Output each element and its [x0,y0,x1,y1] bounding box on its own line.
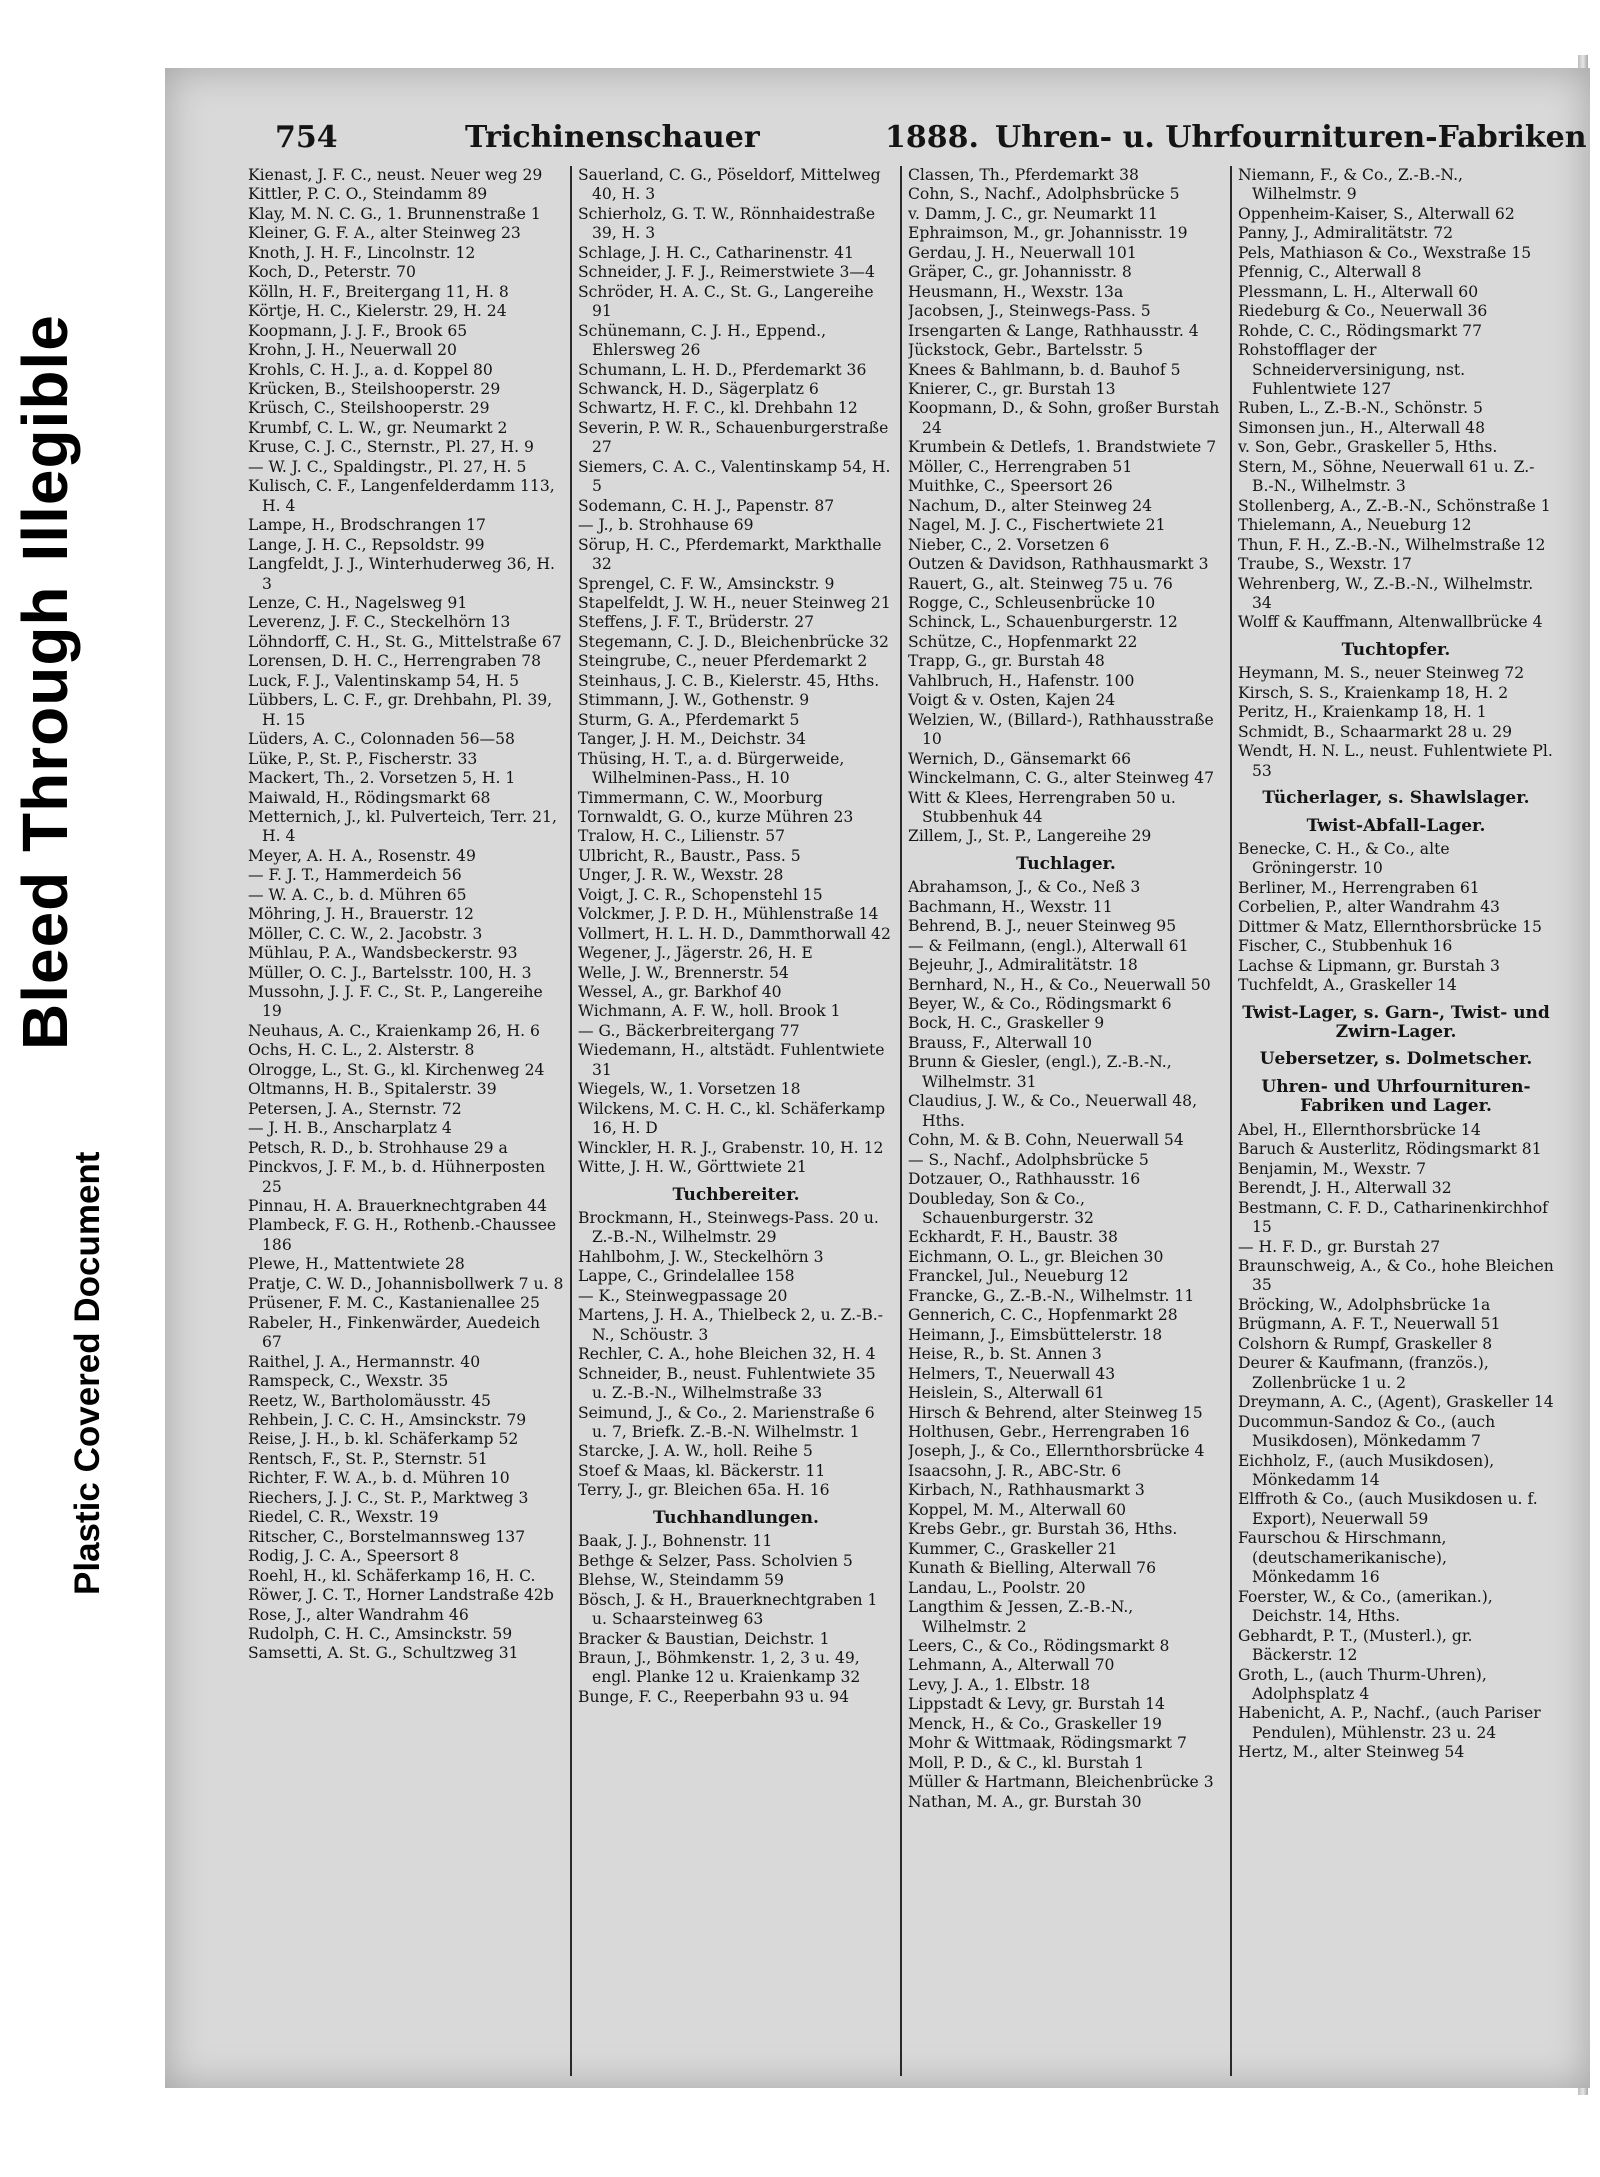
condition-label [8,314,82,1050]
directory-entry: Bröcking, W., Adolphsbrücke 1a [1238,1295,1491,1314]
directory-entry: Mohr & Wittmaak, Rödingsmarkt 7 [908,1734,1187,1753]
directory-entry: — & Feilmann, (engl.), Alterwall 61 [908,936,1189,955]
directory-entry: Möller, C. C. W., 2. Jacobstr. 3 [248,924,483,943]
directory-entry: Stimmann, J. W., Gothenstr. 9 [578,691,810,710]
directory-entry: Outzen & Davidson, Rathhausmarkt 3 [908,555,1209,574]
directory-entry: Foerster, W., & Co., (amerikan.), Deichstr. 14, Hths. [1238,1587,1493,1626]
directory-entry: Witte, J. H. W., Görttwiete 21 [578,1158,807,1177]
directory-entry: Nathan, M. A., gr. Burstah 30 [908,1792,1142,1811]
directory-entry: Röwer, J. C. T., Horner Landstraße 42b [248,1586,554,1605]
directory-entry: Steffens, J. F. T., Brüderstr. 27 [578,613,815,632]
column-1 [248,166,564,2076]
directory-entry: Bracker & Baustian, Deichstr. 1 [578,1629,830,1648]
directory-entry: Wernich, D., Gänsemarkt 66 [908,749,1132,768]
directory-entry: Zillem, J., St. P., Langereihe 29 [908,827,1152,846]
directory-entry: Dittmer & Matz, Ellernthorsbrücke 15 [1238,917,1542,936]
directory-entry: Reetz, W., Bartholomäusstr. 45 [248,1391,491,1410]
directory-entry: Benecke, C. H., & Co., alte Gröningerstr. 10 [1238,839,1450,878]
directory-entry: Lüders, A. C., Colonnaden 56—58 [248,730,515,749]
directory-entry: Maiwald, H., Rödingsmarkt 68 [248,788,491,807]
directory-entry: Sturm, G. A., Pferdemarkt 5 [578,710,800,729]
directory-entry: Leverenz, J. F. C., Steckelhörn 13 [248,613,511,632]
directory-entry: Oppenheim-Kaiser, S., Alterwall 62 [1238,204,1515,223]
section-heading: Tuchbereiter. [672,1184,800,1205]
directory-entry: Brauss, F., Alterwall 10 [908,1033,1093,1052]
directory-entry: Ritscher, C., Borstelmannsweg 137 [248,1527,526,1546]
directory-entry: Rentsch, F., St. P., Sternstr. 51 [248,1449,488,1468]
directory-entry: Irsengarten & Lange, Rathhausstr. 4 [908,321,1199,340]
section-heading: Twist-Lager, s. Garn-, Twist- und Zwirn-Lager. [1242,1002,1550,1043]
directory-entry: Behrend, B. J., neuer Steinweg 95 [908,917,1177,936]
directory-entry: Bock, H. C., Graskeller 9 [908,1014,1105,1033]
directory-entry: Rogge, C., Schleusenbrücke 10 [908,593,1156,612]
directory-entry: Brügmann, A. F. T., Neuerwall 51 [1238,1315,1501,1334]
directory-entry: Tuchfeldt, A., Graskeller 14 [1238,976,1457,995]
directory-entry: Kittler, P. C. O., Steindamm 89 [248,185,488,204]
directory-entry: Landau, L., Poolstr. 20 [908,1578,1086,1597]
directory-entry: Niemann, F., & Co., Z.-B.-N., Wilhelmstr. 9 [1238,166,1463,204]
directory-entry: Koch, D., Peterstr. 70 [248,263,416,282]
column-4 [1238,166,1554,2076]
directory-entry: Lampe, H., Brodschrangen 17 [248,516,486,535]
directory-entry: Mühlau, P. A., Wandsbeckerstr. 93 [248,944,518,963]
directory-entry: Menck, H., & Co., Graskeller 19 [908,1714,1162,1733]
directory-entry: Lappe, C., Grindelallee 158 [578,1267,795,1286]
directory-entry: Steinhaus, J. C. B., Kielerstr. 45, Hths. [578,671,880,690]
directory-entry: Richter, F. W. A., b. d. Mühren 10 [248,1469,510,1488]
directory-entry: Schwanck, H. D., Sägerplatz 6 [578,379,819,398]
directory-entry: Sauerland, C. G., Pöseldorf, Mittelweg 40, H. 3 [578,166,881,204]
directory-entry: Hirsch & Behrend, alter Steinweg 15 [908,1403,1203,1422]
page-header [165,120,1590,160]
directory-entry: Braun, J., Böhmkenstr. 1, 2, 3 u. 49, engl. Planke 12 u. Kraienkamp 32 [578,1648,861,1687]
directory-entry: Eichmann, O. L., gr. Bleichen 30 [908,1247,1164,1266]
directory-entry: Knees & Bahlmann, b. d. Bauhof 5 [908,360,1181,379]
directory-entry: Baruch & Austerlitz, Rödingsmarkt 81 [1238,1140,1542,1159]
column-divider [1230,166,1232,2076]
illegible-label: Illegible [9,314,81,562]
directory-entry: Bethge & Selzer, Pass. Scholvien 5 [578,1551,853,1570]
directory-entry: Trapp, G., gr. Burstah 48 [908,652,1105,671]
directory-entry: Groth, L., (auch Thurm-Uhren), Adolphsplatz 4 [1238,1665,1487,1703]
directory-entry: Sprengel, C. F. W., Amsinckstr. 9 [578,574,835,593]
directory-entry: Wegener, J., Jägerstr. 26, H. E [578,944,813,963]
directory-entry: Lübbers, L. C. F., gr. Drehbahn, Pl. 39, H. 15 [248,691,553,729]
directory-entry: Lenze, C. H., Nagelsweg 91 [248,593,468,612]
directory-entry: Stegemann, C. J. D., Bleichenbrücke 32 [578,632,889,651]
directory-entry: Rohde, C. C., Rödingsmarkt 77 [1238,321,1483,340]
directory-entry: Meyer, A. H. A., Rosenstr. 49 [248,846,476,865]
directory-entry: Heymann, M. S., neuer Steinweg 72 [1238,664,1525,683]
directory-entry: Rehbein, J. C. C. H., Amsinckstr. 79 [248,1411,527,1429]
directory-entry: Steingrube, C., neuer Pferdemarkt 2 [578,652,868,671]
directory-entry: Seimund, J., & Co., 2. Marienstraße 6 u. 7, Briefk. Z.-B.-N. Wilhelmstr. 1 [578,1403,875,1441]
directory-entry: Welzien, W., (Billard-), Rathhausstraße 10 [908,710,1214,749]
directory-entry: Timmermann, C. W., Moorburg [578,788,823,807]
directory-entry: Plessmann, L. H., Alterwall 60 [1238,282,1479,301]
directory-entry: Schröder, H. A. C., St. G., Langereihe 91 [578,282,874,321]
directory-entry: Schünemann, C. J. H., Eppend., Ehlersweg 26 [578,321,827,360]
directory-entry: Krebs Gebr., gr. Burstah 36, Hths. [908,1520,1178,1539]
directory-entry: Schütze, C., Hopfenmarkt 22 [908,632,1138,651]
header-right-title: Uhren- u. Uhrfournituren-Fabriken [995,120,1587,155]
directory-entry: Lüke, P., St. P., Fischerstr. 33 [248,749,478,768]
section-heading: Uhren- und Uhrfournituren-Fabriken und Lager. [1261,1076,1531,1117]
directory-entry: Lachse & Lipmann, gr. Burstah 3 [1238,956,1500,975]
directory-entry: Heislein, S., Alterwall 61 [908,1384,1105,1403]
document-page [165,68,1590,2088]
directory-entry: Witt & Klees, Herrengraben 50 u. Stubbenhuk 44 [908,788,1176,826]
directory-entry: Metternich, J., kl. Pulverteich, Terr. 21, H. 4 [248,807,557,846]
directory-entry: Bösch, J. & H., Brauerknechtgraben 1 u. Schaarsteinweg 63 [578,1590,878,1629]
directory-entry: Thüsing, H. T., a. d. Bürgerweide, Wilhelminen-Pass., H. 10 [578,749,845,788]
directory-entry: Knierer, C., gr. Burstah 13 [908,379,1116,398]
directory-entry: Gräper, C., gr. Johannisstr. 8 [908,263,1132,282]
directory-entry: Schwartz, H. F. C., kl. Drehbahn 12 [578,399,858,418]
directory-entry: Winckler, H. R. J., Grabenstr. 10, H. 12 [578,1138,884,1157]
directory-entry: Baak, J. J., Bohnenstr. 11 [578,1532,773,1551]
column-2 [578,166,894,2076]
column-3 [908,166,1224,2076]
directory-entry: Isaacsohn, J. R., ABC-Str. 6 [908,1461,1122,1480]
directory-entry: Krohls, C. H. J., a. d. Koppel 80 [248,360,493,379]
directory-entry: Eichholz, F., (auch Musikdosen), Mönkedamm 14 [1238,1451,1495,1489]
directory-entry: Brockmann, H., Steinwegs-Pass. 20 u. Z.-B.-N., Wilhelmstr. 29 [578,1209,879,1247]
directory-entry: Rodig, J. C. A., Speersort 8 [248,1547,459,1566]
column-divider [570,166,572,2076]
directory-entry: Sodemann, C. H. J., Papenstr. 87 [578,496,835,515]
column-divider [900,166,902,2076]
directory-entry: Rechler, C. A., hohe Bleichen 32, H. 4 [578,1345,876,1364]
directory-entry: Heimann, J., Eimsbüttelerstr. 18 [908,1325,1163,1344]
directory-entry: Bunge, F. C., Reeperbahn 93 u. 94 [578,1687,850,1706]
directory-entry: Nagel, M. J. C., Fischertwiete 21 [908,516,1166,535]
directory-entry: Martens, J. H. A., Thielbeck 2, u. Z.-B.-N., Schöustr. 3 [578,1306,884,1344]
directory-entry: Plewe, H., Mattentwiete 28 [248,1255,465,1274]
bleed-through-label: Bleed Through [9,585,81,1050]
directory-entry: Schinck, L., Schauenburgerstr. 12 [908,613,1178,632]
directory-entry: Unger, J. R. W., Wexstr. 28 [578,866,784,885]
side-labels [0,0,128,2177]
directory-entry: Kirbach, N., Rathhausmarkt 3 [908,1481,1145,1500]
directory-entry: Heusmann, H., Wexstr. 13a [908,282,1124,301]
directory-entry: Sörup, H. C., Pferdemarkt, Markthalle 32 [578,535,882,574]
directory-entry: Heise, R., b. St. Annen 3 [908,1345,1102,1364]
directory-entry: Rauert, G., alt. Steinweg 75 u. 76 [908,574,1173,593]
directory-entry: Starcke, J. A. W., holl. Reihe 5 [578,1442,813,1461]
directory-entry: — K., Steinwegpassage 20 [578,1286,788,1305]
directory-entry: Moll, P. D., & C., kl. Burstah 1 [908,1753,1145,1772]
directory-entry: Pinnau, H. A. Brauerknechtgraben 44 [248,1197,547,1216]
directory-entry: Tralow, H. C., Lilienstr. 57 [578,827,786,846]
directory-entry: — J. H. B., Anscharplatz 4 [248,1119,452,1138]
directory-entry: Reise, J. H., b. kl. Schäferkamp 52 [248,1430,519,1449]
directory-entry: Löhndorff, C. H., St. G., Mittelstraße 67 [248,632,562,651]
directory-entry: Müller & Hartmann, Bleichenbrücke 3 [908,1773,1214,1792]
directory-entry: Welle, J. W., Brennerstr. 54 [578,963,789,982]
directory-entry: Nieber, C., 2. Vorsetzen 6 [908,535,1110,554]
directory-entry: Jacobsen, J., Steinwegs-Pass. 5 [908,302,1151,321]
directory-entry: Neuhaus, A. C., Kraienkamp 26, H. 6 [248,1021,540,1040]
directory-entry: Wiedemann, H., altstädt. Fuhlentwiete 31 [578,1041,885,1079]
directory-entry: Petersen, J. A., Sternstr. 72 [248,1099,462,1118]
directory-entry: Holthusen, Gebr., Herrengraben 16 [908,1423,1190,1441]
directory-entry: Lehmann, A., Alterwall 70 [908,1656,1115,1675]
directory-entry: — G., Bäckerbreitergang 77 [578,1021,800,1040]
directory-entry: Abel, H., Ellernthorsbrücke 14 [1238,1120,1481,1139]
directory-entry: Wichmann, A. F. W., holl. Brook 1 [578,1002,841,1021]
directory-entry: Leers, C., & Co., Rödingsmarkt 8 [908,1636,1170,1655]
directory-entry: Koopmann, D., & Sohn, großer Burstah 24 [908,399,1220,437]
directory-entry: Joseph, J., & Co., Ellernthorsbrücke 4 [908,1442,1205,1461]
directory-entry: Ephraimson, M., gr. Johannisstr. 19 [908,224,1188,243]
directory-entry: Elffroth & Co., (auch Musikdosen u. f. Export), Neuerwall 59 [1238,1490,1538,1528]
directory-entry: Koppel, M. M., Alterwall 60 [908,1500,1127,1519]
directory-entry: Brunn & Giesler, (engl.), Z.-B.-N., Wilhelmstr. 31 [908,1053,1172,1091]
directory-entry: Ramspeck, C., Wexstr. 35 [248,1372,449,1391]
directory-entry: Petsch, R. D., b. Strohhause 29 a [248,1138,508,1157]
section-heading: Tuchhandlungen. [653,1507,819,1528]
directory-entry: Bernhard, N., H., & Co., Neuerwall 50 [908,975,1211,994]
directory-entry: Schneider, B., neust. Fuhlentwiete 35 u. Z.-B.-N., Wilhelmstraße 33 [578,1364,876,1403]
directory-entry: Terry, J., gr. Bleichen 65a. H. 16 [578,1481,830,1500]
directory-entry: Oltmanns, H. B., Spitalerstr. 39 [248,1080,497,1099]
directory-entry: — W. J. C., Spaldingstr., Pl. 27, H. 5 [248,457,527,476]
directory-entry: Peritz, H., Kraienkamp 18, H. 1 [1238,703,1487,722]
directory-entry: Tornwaldt, G. O., kurze Mühren 23 [578,807,854,826]
directory-entry: Schierholz, G. T. W., Rönnhaidestraße 39, H. 3 [578,204,876,243]
directory-entry: Schneider, J. F. J., Reimerstwiete 3—4 [578,263,875,282]
directory-entry: — F. J. T., Hammerdeich 56 [248,866,462,885]
directory-entry: Jückstock, Gebr., Bartelsstr. 5 [908,341,1144,360]
header-year: 1888. [885,120,979,155]
directory-entry: Kölln, H. F., Breitergang 11, H. 8 [248,282,509,301]
directory-entry: Rohstofflager der Schneiderversinigung, nst. Fuhlentwiete 127 [1238,341,1466,398]
directory-entry: Bestmann, C. F. D., Catharinenkirchhof 15 [1238,1198,1548,1237]
directory-entry: v. Damm, J. C., gr. Neumarkt 11 [908,204,1158,223]
directory-entry: Siemers, C. A. C., Valentinskamp 54, H. 5 [578,457,891,496]
directory-entry: Wendt, H. N. L., neust. Fuhlentwiete Pl. 53 [1238,742,1553,780]
directory-entry: Kirsch, S. S., Kraienkamp 18, H. 2 [1238,683,1509,702]
directory-entry: Wolff & Kauffmann, Altenwallbrücke 4 [1238,613,1543,632]
directory-entry: Traube, S., Wexstr. 17 [1238,555,1412,574]
directory-entry: Lange, J. H. C., Repsoldstr. 99 [248,535,485,554]
directory-entry: Francke, G., Z.-B.-N., Wilhelmstr. 11 [908,1286,1195,1305]
plastic-covered-label: Plastic Covered Document [68,1151,107,1595]
directory-entry: Braunschweig, A., & Co., hohe Bleichen 35 [1238,1257,1554,1295]
directory-entry: Langthim & Jessen, Z.-B.-N., Wilhelmstr. 2 [908,1598,1134,1636]
directory-entry: Berendt, J. H., Alterwall 32 [1238,1179,1452,1198]
directory-entry: Voigt, J. C. R., Schopenstehl 15 [578,885,823,904]
section-heading: Uebersetzer, s. Dolmetscher. [1259,1049,1533,1070]
directory-entry: Wehrenberg, W., Z.-B.-N., Wilhelmstr. 34 [1238,574,1534,612]
directory-entry: Krohn, J. H., Neuerwall 20 [248,341,457,360]
directory-entry: Schlage, J. H. C., Catharinenstr. 41 [578,243,854,262]
directory-entry: Wiegels, W., 1. Vorsetzen 18 [578,1080,801,1099]
directory-entry: Mackert, Th., 2. Vorsetzen 5, H. 1 [248,769,516,788]
directory-entry: Deurer & Kaufmann, (französ.), Zollenbrücke 1 u. 2 [1238,1354,1489,1392]
directory-entry: Möhring, J. H., Brauerstr. 12 [248,905,474,924]
directory-entry: Lorensen, D. H. C., Herrengraben 78 [248,652,542,671]
directory-entry: — S., Nachf., Adolphsbrücke 5 [908,1150,1149,1169]
directory-entry: Ducommun-Sandoz & Co., (auch Musikdosen), Mönkedamm 7 [1238,1412,1496,1451]
directory-entry: Pinckvos, J. F. M., b. d. Hühnerposten 25 [248,1158,546,1196]
directory-entry: Luck, F. J., Valentinskamp 54, H. 5 [248,671,520,690]
directory-entry: Benjamin, M., Wexstr. 7 [1238,1159,1427,1178]
directory-entry: Ruben, L., Z.-B.-N., Schönstr. 5 [1238,399,1483,418]
directory-entry: v. Son, Gebr., Graskeller 5, Hths. [1238,438,1498,457]
directory-entry: Stoef & Maas, kl. Bäckerstr. 11 [578,1461,826,1480]
directory-entry: Colshorn & Rumpf, Graskeller 8 [1238,1334,1493,1353]
directory-entry: Dotzauer, O., Rathhausstr. 16 [908,1170,1141,1189]
directory-entry: Winckelmann, C. G., alter Steinweg 47 [908,769,1215,788]
directory-entry: Beyer, W., & Co., Rödingsmarkt 6 [908,995,1172,1014]
directory-entry: Stollenberg, A., Z.-B.-N., Schönstraße 1 [1238,496,1551,515]
directory-entry: Wessel, A., gr. Barkhof 40 [578,983,782,1002]
directory-entry: Abrahamson, J., & Co., Neß 3 [908,878,1141,897]
directory-entry: Vollmert, H. L. H. D., Dammthorwall 42 [578,924,891,943]
directory-entry: Thielemann, A., Neueburg 12 [1238,516,1472,535]
directory-entry: Dreymann, A. C., (Agent), Graskeller 14 [1238,1393,1554,1412]
directory-entry: Stern, M., Söhne, Neuerwall 61 u. Z.-B.-N., Wilhelmstr. 3 [1238,457,1535,496]
directory-entry: Olrogge, L., St. G., kl. Kirchenweg 24 [248,1060,545,1079]
directory-entry: Gennerich, C. C., Hopfenmarkt 28 [908,1306,1178,1325]
directory-entry: Vahlbruch, H., Hafenstr. 100 [908,671,1135,690]
directory-entry: Severin, P. W. R., Schauenburgerstraße 27 [578,418,889,457]
section-heading: Tücherlager, s. Shawlslager. [1262,788,1530,809]
directory-entry: Blehse, W., Steindamm 59 [578,1571,784,1590]
directory-entry: Nachum, D., alter Steinweg 24 [908,496,1153,515]
directory-entry: Riedel, C. R., Wexstr. 19 [248,1508,439,1527]
directory-entry: Eckhardt, F. H., Baustr. 38 [908,1228,1118,1247]
directory-entry: — H. F. D., gr. Burstah 27 [1238,1237,1441,1256]
directory-entry: Panny, J., Admiralitätstr. 72 [1238,224,1454,243]
directory-entry: Rudolph, C. H. C., Amsinckstr. 59 [248,1624,513,1643]
directory-entry: Cohn, M. & B. Cohn, Neuerwall 54 [908,1131,1184,1150]
page-number: 754 [275,120,338,155]
directory-entry: Bachmann, H., Wexstr. 11 [908,897,1113,916]
directory-entry: Krumbf, C. L. W., gr. Neumarkt 2 [248,418,508,437]
directory-entry: Cohn, S., Nachf., Adolphsbrücke 5 [908,185,1180,204]
directory-entry: — J., b. Strohhause 69 [578,516,754,535]
directory-entry: Helmers, T., Neuerwall 43 [908,1364,1116,1383]
section-heading: Tuchlager. [1016,853,1116,874]
directory-entry: Hertz, M., alter Steinweg 54 [1238,1743,1465,1762]
section-heading: Twist-Abfall-Lager. [1306,815,1486,836]
directory-entry: Knoth, J. H. F., Lincolnstr. 12 [248,243,476,262]
directory-entry: Mussohn, J. J. F. C., St. P., Langereihe 19 [248,983,543,1021]
directory-entry: Krücken, B., Steilshooperstr. 29 [248,379,501,398]
directory-entry: Classen, Th., Pferdemarkt 38 [908,166,1139,184]
directory-entry: Voigt & v. Osten, Kajen 24 [908,691,1116,710]
directory-entry: Lippstadt & Levy, gr. Burstah 14 [908,1695,1165,1714]
directory-entry: Klay, M. N. C. G., 1. Brunnenstraße 1 [248,204,541,223]
directory-entry: Franckel, Jul., Neueburg 12 [908,1267,1129,1286]
directory-entry: Krüsch, C., Steilshooperstr. 29 [248,399,490,418]
directory-entry: Kleiner, G. F. A., alter Steinweg 23 [248,224,521,243]
directory-entry: Kummer, C., Graskeller 21 [908,1539,1118,1558]
directory-entry: Fischer, C., Stubbenhuk 16 [1238,937,1453,956]
directory-entry: Schumann, L. H. D., Pferdemarkt 36 [578,360,867,379]
directory-entry: Kulisch, C. F., Langenfelderdamm 113, H. 4 [248,477,555,515]
directory-entry: Levy, J. A., 1. Elbstr. 18 [908,1675,1091,1694]
directory-entry: Bejeuhr, J., Admiralitätstr. 18 [908,956,1138,975]
directory-entry: Pels, Mathiason & Co., Wexstraße 15 [1238,243,1532,262]
directory-entry: Corbelien, P., alter Wandrahm 43 [1238,898,1500,917]
directory-entry: Langfeldt, J. J., Winterhuderweg 36, H. 3 [248,555,556,593]
directory-entry: Roehl, H., kl. Schäferkamp 16, H. C. [248,1566,536,1585]
directory-entry: Riechers, J. J. C., St. P., Marktweg 3 [248,1488,529,1507]
directory-entry: Prüsener, F. M. C., Kastanienallee 25 [248,1294,540,1313]
directory-entry: Tanger, J. H. M., Deichstr. 34 [578,730,806,749]
directory-entry: Doubleday, Son & Co., Schauenburgerstr. 32 [908,1189,1094,1228]
directory-entry: Berliner, M., Herrengraben 61 [1238,878,1480,897]
directory-entry: Ulbricht, R., Baustr., Pass. 5 [578,846,801,865]
directory-entry: Krumbein & Detlefs, 1. Brandstwiete 7 [908,438,1217,457]
directory-entry: Gebhardt, P. T., (Musterl.), gr. Bäckerstr. 12 [1238,1626,1473,1665]
directory-entry: Schmidt, B., Schaarmarkt 28 u. 29 [1238,722,1513,741]
directory-entry: Kunath & Bielling, Alterwall 76 [908,1559,1156,1578]
directory-entry: Koopmann, J. J. F., Brook 65 [248,321,468,340]
directory-entry: Simonsen jun., H., Alterwall 48 [1238,418,1485,437]
directory-entry: Stapelfeldt, J. W. H., neuer Steinweg 21 [578,593,891,612]
directory-entry: Plambeck, F. G. H., Rothenb.-Chaussee 186 [248,1216,557,1254]
directory-entry: Ochs, H. C. L., 2. Alsterstr. 8 [248,1041,475,1060]
directory-entry: Pfennig, C., Alterwall 8 [1238,263,1422,282]
directory-entry: Kienast, J. F. C., neust. Neuer weg 29 [248,166,543,184]
directory-entry: Hahlbohm, J. W., Steckelhörn 3 [578,1247,824,1266]
directory-entry: Kruse, C. J. C., Sternstr., Pl. 27, H. 9 [248,438,534,457]
directory-entry: Rabeler, H., Finkenwärder, Auedeich 67 [248,1313,540,1352]
directory-entry: Raithel, J. A., Hermannstr. 40 [248,1352,481,1371]
directory-columns [248,166,1570,2076]
directory-entry: Muithke, C., Speersort 26 [908,477,1113,496]
section-heading: Tuchtopfer. [1341,639,1451,660]
directory-entry: Körtje, H. C., Kielerstr. 29, H. 24 [248,302,507,321]
directory-entry: Rose, J., alter Wandrahm 46 [248,1605,469,1624]
directory-entry: — W. A. C., b. d. Mühren 65 [248,885,467,904]
directory-entry: Müller, O. C. J., Bartelsstr. 100, H. 3 [248,963,532,982]
directory-entry: Volckmer, J. P. D. H., Mühlenstraße 14 [578,905,879,924]
directory-entry: Möller, C., Herrengraben 51 [908,457,1133,476]
directory-entry: Claudius, J. W., & Co., Neuerwall 48, Hths. [908,1092,1198,1130]
directory-entry: Pratje, C. W. D., Johannisbollwerk 7 u. 8 [248,1274,564,1293]
directory-entry: Wilckens, M. C. H. C., kl. Schäferkamp 16, H. D [578,1099,886,1138]
directory-entry: Gerdau, J. H., Neuerwall 101 [908,243,1137,262]
directory-entry: Habenicht, A. P., Nachf., (auch Pariser Pendulen), Mühlenstr. 23 u. 24 [1238,1704,1541,1742]
header-left-title: Trichinenschauer [465,120,760,155]
directory-entry: Samsetti, A. St. G., Schultzweg 31 [248,1644,519,1663]
directory-entry: Faurschou & Hirschmann, (deutschamerikanische), Mönkedamm 16 [1238,1529,1447,1587]
directory-entry: Riedeburg & Co., Neuerwall 36 [1238,302,1488,321]
directory-entry: Thun, F. H., Z.-B.-N., Wilhelmstraße 12 [1238,535,1546,554]
